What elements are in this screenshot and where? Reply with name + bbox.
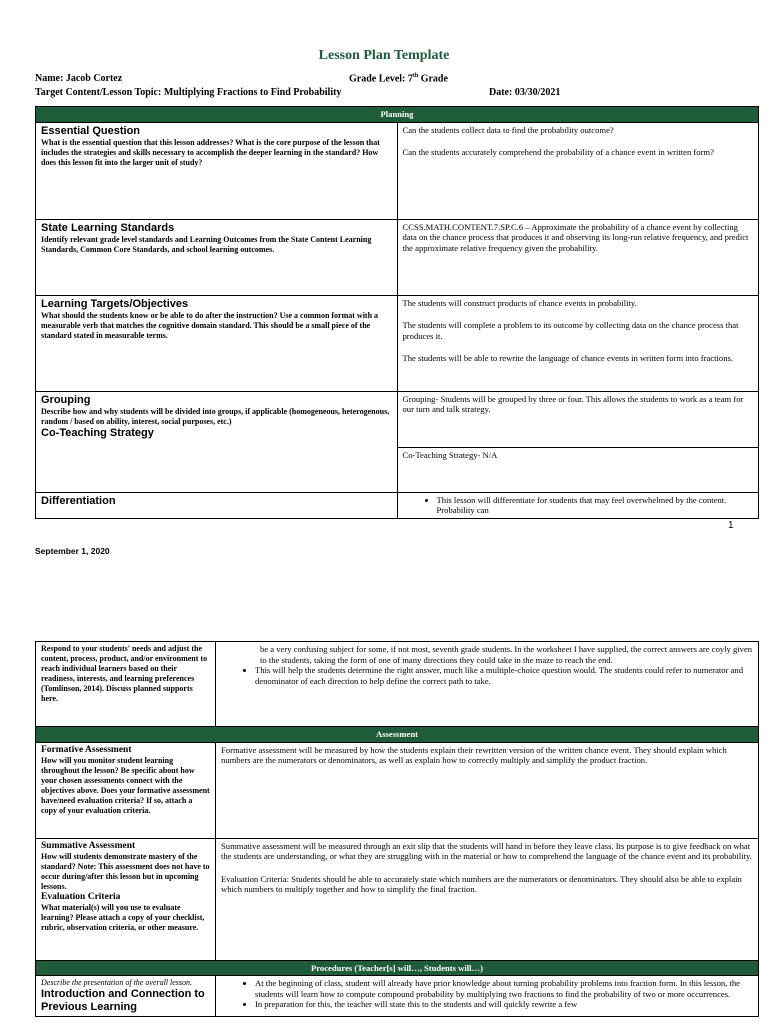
differentiation-desc: Respond to your students' needs and adjust the content, process, product, and/or environment to reach individual learners based on their readiness, interests, and learning preferences (Tomlinson, 2014). Discuss planned supports here. xyxy=(41,644,208,703)
planning-header: Planning xyxy=(36,107,759,123)
row-introduction xyxy=(36,976,759,1017)
formative-desc: How will you monitor student learning throughout the lesson? Be specific about how your chosen assessments connect with the objectives above. Does your formative assessment have/need evaluation criteria? If so, attach a copy of your evaluation criteria. xyxy=(41,755,210,815)
differentiation-desc-cell xyxy=(36,642,216,727)
standards-content xyxy=(397,219,759,295)
summative-label-cell xyxy=(36,838,216,960)
grouping-label: Grouping xyxy=(41,393,91,406)
introduction-bullet-1: • At the beginning of class, student will already have prior knowledge about turning probability problems into fraction form. In this lesson, the students will learn how to compute compound probability by multiplying two fractions to find the probability of two or more occurrences. xyxy=(255,978,753,999)
formative-label-cell xyxy=(36,742,216,838)
coteaching-content xyxy=(397,447,759,492)
formative-label: Formative Assessment xyxy=(41,744,132,755)
grouping-content xyxy=(397,391,759,447)
page-number: 1 xyxy=(728,520,734,531)
page-title: Lesson Plan Template xyxy=(318,48,450,63)
grouping-label-cell xyxy=(36,391,398,492)
coteaching-p1: Co-Teaching Strategy- N/A xyxy=(402,449,498,460)
meta-date: Date: 03/30/2021 xyxy=(489,87,561,98)
targets-label: Learning Targets/Objectives xyxy=(41,297,189,310)
meta-topic: Target Content/Lesson Topic: Multiplying Fractions to Find Probability xyxy=(35,87,342,98)
standards-label-cell xyxy=(36,219,398,295)
grade-suffix: Grade xyxy=(418,73,448,85)
differentiation-cont-text: be a very confusing subject for some, if not most, seventh grade students. In the worksheet I have supplied, the correct answers are coyly given to the students, taking the form of one of many directions they could take in the maze to reach the end. xyxy=(260,644,753,665)
grouping-desc: Describe how and why students will be divided into groups, if applicable (homogeneous, heterogenous, random / based on ability, interest, social purposes, etc.) xyxy=(41,406,390,426)
evaluation-label: Evaluation Criteria xyxy=(41,891,121,902)
introduction-bullet-2: • In preparation for this, the teacher will state this to the students and will quickly rewrite a few xyxy=(255,999,753,1010)
introduction-label: Introduction and Connection to Previous Learning xyxy=(41,988,205,1014)
summative-p1: Summative assessment will be measured through an exit slip that the students will hand in before they leave class. Its purpose is to give feedback on what the students are understanding, or what they are struggling with in the material or how to comprehend the language of the chance event and its probability. xyxy=(221,840,752,862)
row-differentiation-cont xyxy=(36,642,759,727)
summative-desc: How will students demonstrate mastery of the standard? Note: This assessment does not have to occur during/after this lesson but in upcoming lessons. xyxy=(41,851,210,891)
targets-p1: The students will construct products of chance events in probability. xyxy=(402,297,637,308)
targets-desc: What should the students know or be able to do after the instruction? Use a common format with a measurable verb that matches the cognitive domain standard. This should be a small piece of the standard stated in measurable terms. xyxy=(41,310,379,340)
evaluation-desc: What material(s) will you use to evaluate learning? Please attach a copy of your checklist, rubric, observation criteria, or other measure. xyxy=(41,902,205,932)
assessment-header: Assessment xyxy=(36,727,759,743)
row-differentiation xyxy=(36,492,759,518)
essential-question-label: Essential Question xyxy=(41,124,141,137)
essential-question-desc: What is the essential question that this lesson addresses? What is the core purpose of the lesson that includes the strategies and skills necessary to accomplish the deeper learning in the standard? How does this lesson fit into the larger unit of study? xyxy=(41,137,380,167)
summative-label: Summative Assessment xyxy=(41,840,136,851)
coteaching-label: Co-Teaching Strategy xyxy=(41,426,154,439)
introduction-desc: Describe the presentation of the overall lesson. xyxy=(41,978,193,988)
grade-prefix: Grade Level: 7 xyxy=(349,73,413,85)
planning-table xyxy=(35,106,759,519)
differentiation-bullet-2: • This will help the students determine the right answer, much like a multiple-choice question would. The students could refer to numerator and denominator of each direction to help define the correct path to take. xyxy=(255,665,753,686)
targets-p2: The students will complete a problem to its outcome by collecting data on the chance process that produces it. xyxy=(402,320,739,341)
formative-p1: Formative assessment will be measured by how the students explain their rewritten version of the written chance event. They should explain which numbers are the numerators or denominators, as well as explain how to correctly multiply and simplify the product fraction. xyxy=(221,744,727,766)
introduction-content xyxy=(216,976,759,1017)
essential-question-content xyxy=(397,122,759,219)
meta-grade xyxy=(349,73,448,84)
row-formative xyxy=(36,742,759,838)
essential-question-p2: Can the students accurately comprehend the probability of a chance event in written form? xyxy=(402,147,714,158)
assessment-table xyxy=(35,641,759,1017)
formative-content xyxy=(216,742,759,838)
essential-question-label-cell xyxy=(36,122,398,219)
row-essential-question xyxy=(36,122,759,219)
differentiation-bullet-1: • This lesson will differentiate for students that may feel overwhelmed by the content. Probability can xyxy=(437,495,754,516)
grouping-p1: Grouping- Students will be grouped by three or four. This allows the students to work as a team for our turn and talk strategy. xyxy=(402,393,744,415)
row-grouping xyxy=(36,391,759,447)
row-standards xyxy=(36,219,759,295)
summative-p2: Evaluation Criteria: Students should be able to accurately state which numbers are the numerators or denominators. They should also be able to explain which numbers to multiply together and how to simplify the final fraction. xyxy=(221,873,742,895)
procedures-header: Procedures (Teacher[s] will…, Students will…) xyxy=(36,960,759,976)
differentiation-label-cell xyxy=(36,492,398,518)
meta-name: Name: Jacob Cortez xyxy=(35,73,123,84)
standards-label: State Learning Standards xyxy=(41,221,175,234)
summative-content xyxy=(216,838,759,960)
targets-p3: The students will be able to rewrite the language of chance events in written form into fractions. xyxy=(402,353,734,364)
targets-content xyxy=(397,295,759,391)
differentiation-content xyxy=(397,492,759,518)
differentiation-label: Differentiation xyxy=(41,494,116,507)
standards-desc: Identify relevant grade level standards and Learning Outcomes from the State Content Learning Standards, Common Core Standards, and school learning outcomes. xyxy=(41,234,372,254)
targets-label-cell xyxy=(36,295,398,391)
footer-date: September 1, 2020 xyxy=(35,546,110,556)
differentiation-cont-content xyxy=(216,642,759,727)
grade-sup: th xyxy=(412,73,419,79)
standards-p1: CCSS.MATH.CONTENT.7.SP.C.6 – Approximate the probability of a chance event by collecting data on the chance process that produces it and observing its long-run relative frequency, and predict the approximate relative frequency given the probability. xyxy=(402,221,749,253)
row-summative xyxy=(36,838,759,960)
introduction-label-cell xyxy=(36,976,216,1017)
row-targets xyxy=(36,295,759,391)
essential-question-p1: Can the students collect data to find the probability outcome? xyxy=(402,124,614,135)
